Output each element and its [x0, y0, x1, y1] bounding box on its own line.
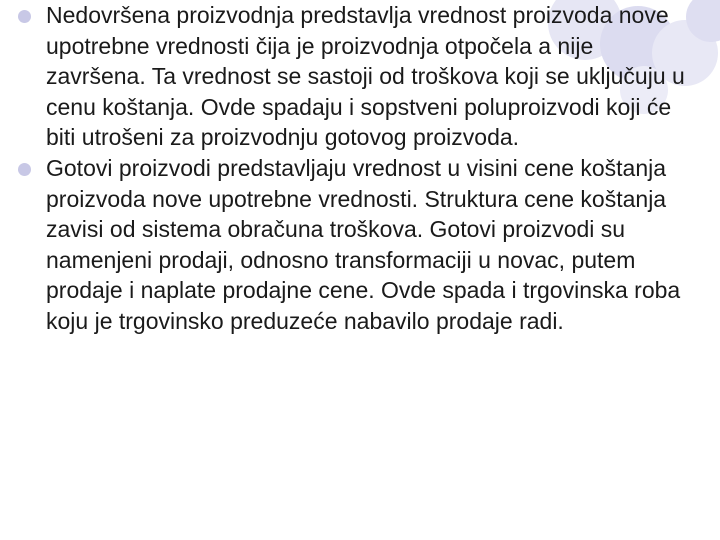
- bullet-text: Nedovršena proizvodnja predstavlja vrednost proizvoda nove upotrebne vrednosti čija je proizvodnja otpočela a nije završena. Ta vrednost se sastoji od troškova koji se uključuju u cenu koštanja. Ovde spadaju i sopstveni poluproizvodi koji će biti utrošeni za proizvodnju gotovog proizvoda.: [46, 2, 685, 151]
- bullet-text: Gotovi proizvodi predstavljaju vrednost u visini cene koštanja proizvoda nove upotrebne vrednosti. Struktura cene koštanja zavisi od sistema obračuna troškova. Gotovi proizvodi su namenjeni prodaji, odnosno transformaciji u novac, putem prodaje i naplate prodajne cene. Ovde spada i trgovinska roba koju je trgovinsko preduzeće nabavilo prodaje radi.: [46, 154, 681, 334]
- bullet-dot-icon: [18, 163, 31, 176]
- bullet-dot-icon: [18, 10, 31, 23]
- bullet-item-work-in-progress: [18, 0, 698, 153]
- bullet-list: [18, 0, 698, 337]
- bullet-item-finished-products: [18, 153, 698, 337]
